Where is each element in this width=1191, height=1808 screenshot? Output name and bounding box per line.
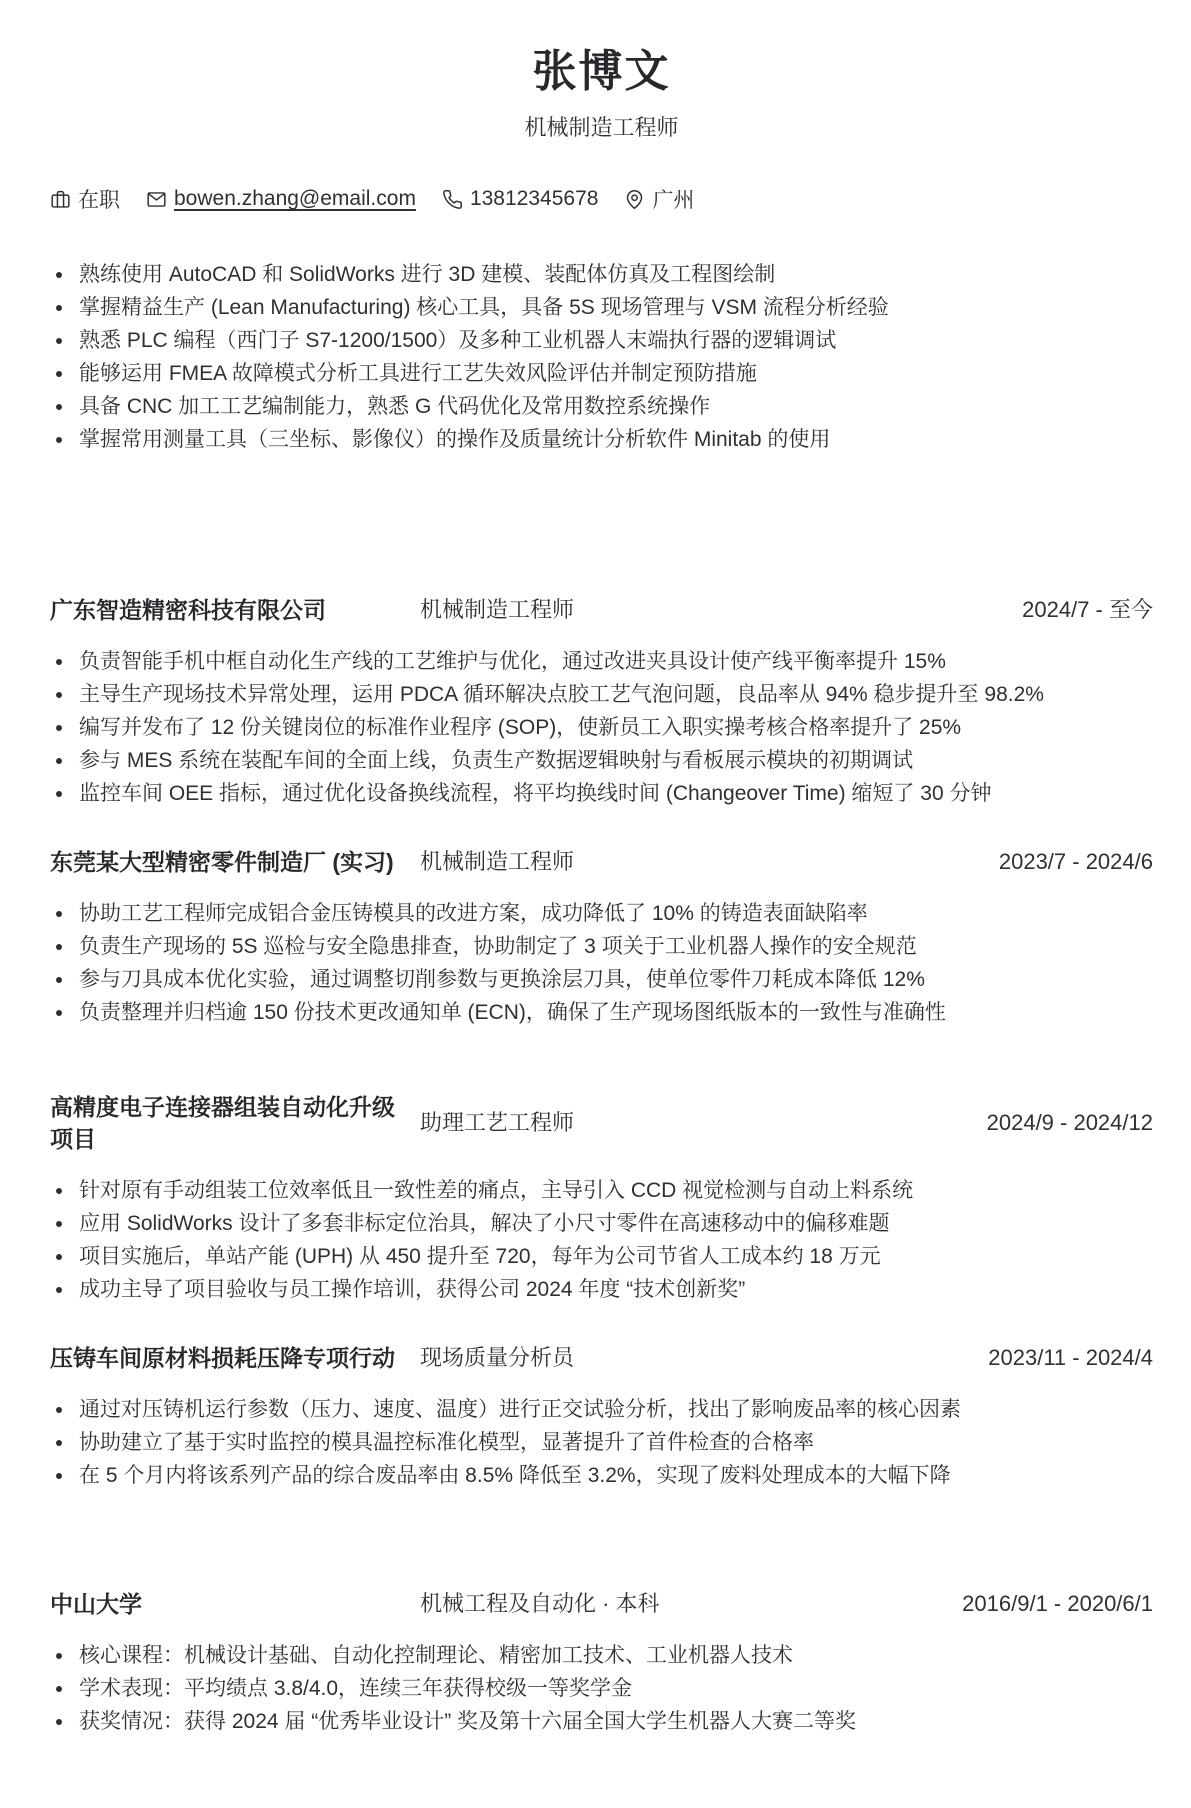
mail-icon [146, 189, 167, 210]
project-bullets [50, 1393, 1153, 1492]
experience-entry-header [50, 594, 1153, 626]
bullet-item: 负责生产现场的 5S 巡检与安全隐患排查，协助制定了 3 项关于工业机器人操作的安全规范 [50, 930, 1153, 963]
bullet-item: 通过对压铸机运行参数（压力、速度、温度）进行正交试验分析，找出了影响废品率的核心因素 [50, 1393, 1153, 1426]
bullet-item: 负责智能手机中框自动化生产线的工艺维护与优化，通过改进夹具设计使产线平衡率提升 15% [50, 645, 1153, 678]
skill-item: 熟悉 PLC 编程（西门子 S7-1200/1500）及多种工业机器人末端执行器的逻辑调试 [50, 324, 1153, 357]
experience-entry [50, 846, 1153, 1029]
candidate-job-title: 机械制造工程师 [524, 115, 679, 140]
experience-section [50, 594, 1153, 1029]
experience-entry [50, 594, 1153, 810]
bullet-item: 负责整理并归档逾 150 份技术更改通知单 (ECN)，确保了生产现场图纸版本的一致性与准确性 [50, 996, 1153, 1029]
contact-status-label: 在职 [78, 189, 120, 212]
job-role: 机械制造工程师 [420, 597, 575, 622]
bullet-item: 项目实施后，单站产能 (UPH) 从 450 提升至 720，每年为公司节省人工成本约 18 万元 [50, 1240, 1153, 1273]
project-entry-header [50, 1091, 1153, 1155]
experience-bullets [50, 645, 1153, 810]
bullet-item: 监控车间 OEE 指标，通过优化设备换线流程，将平均换线时间 (Changeover Time) 缩短了 30 分钟 [50, 777, 1153, 810]
degree: 机械工程及自动化 · 本科 [420, 1591, 660, 1616]
project-bullets [50, 1174, 1153, 1306]
bullet-item: 成功主导了项目验收与员工操作培训，获得公司 2024 年度 “技术创新奖” [50, 1273, 1153, 1306]
date-range: 2023/7 - 2024/6 [998, 849, 1153, 874]
candidate-name: 张博文 [532, 47, 671, 96]
project-entry-header [50, 1342, 1153, 1374]
phone-icon [442, 189, 463, 210]
company-name: 东莞某大型精密零件制造厂 (实习) [50, 849, 394, 875]
skill-item: 掌握精益生产 (Lean Manufacturing) 核心工具，具备 5S 现场管理与 VSM 流程分析经验 [50, 291, 1153, 324]
project-role: 助理工艺工程师 [420, 1110, 575, 1135]
project-entry [50, 1342, 1153, 1492]
bullet-item: 协助工艺工程师完成铝合金压铸模具的改进方案，成功降低了 10% 的铸造表面缺陷率 [50, 897, 1153, 930]
contact-email [146, 187, 416, 211]
location-pin-icon [624, 189, 645, 210]
date-range: 2016/9/1 - 2020/6/1 [962, 1591, 1153, 1616]
experience-bullets [50, 897, 1153, 1029]
skills-list [50, 258, 1153, 456]
skill-item: 掌握常用测量工具（三坐标、影像仪）的操作及质量统计分析软件 Minitab 的使用 [50, 423, 1153, 456]
bullet-item: 主导生产现场技术异常处理，运用 PDCA 循环解决点胶工艺气泡问题，良品率从 94% 稳步提升至 98.2% [50, 678, 1153, 711]
contact-status [50, 184, 120, 214]
bullet-item: 学术表现：平均绩点 3.8/4.0，连续三年获得校级一等奖学金 [50, 1672, 1153, 1705]
project-role: 现场质量分析员 [420, 1345, 575, 1370]
project-entry [50, 1091, 1153, 1306]
education-section [50, 1588, 1153, 1738]
skill-item: 具备 CNC 加工工艺编制能力，熟悉 G 代码优化及常用数控系统操作 [50, 390, 1153, 423]
bullet-item: 参与 MES 系统在装配车间的全面上线，负责生产数据逻辑映射与看板展示模块的初期调试 [50, 744, 1153, 777]
job-role: 机械制造工程师 [420, 849, 575, 874]
project-name: 压铸车间原材料损耗压降专项行动 [50, 1345, 395, 1371]
bullet-item: 在 5 个月内将该系列产品的综合废品率由 8.5% 降低至 3.2%，实现了废料处理成本的大幅下降 [50, 1459, 1153, 1492]
bullet-item: 针对原有手动组装工位效率低且一致性差的痛点，主导引入 CCD 视觉检测与自动上料系统 [50, 1174, 1153, 1207]
contact-phone [442, 187, 598, 211]
project-name: 高精度电子连接器组装自动化升级项目 [50, 1094, 395, 1152]
bullet-item: 应用 SolidWorks 设计了多套非标定位治具，解决了小尺寸零件在高速移动中的偏移难题 [50, 1207, 1153, 1240]
education-entry [50, 1588, 1153, 1738]
contact-location [624, 184, 694, 214]
phone-number: 13812345678 [469, 187, 599, 210]
location-label: 广州 [652, 189, 695, 212]
projects-section [50, 1091, 1153, 1492]
skills-section [50, 258, 1153, 456]
bullet-item: 协助建立了基于实时监控的模具温控标准化模型，显著提升了首件检查的合格率 [50, 1426, 1153, 1459]
bullet-item: 核心课程：机械设计基础、自动化控制理论、精密加工技术、工业机器人技术 [50, 1639, 1153, 1672]
company-name: 广东智造精密科技有限公司 [50, 597, 326, 623]
school-name: 中山大学 [50, 1591, 142, 1617]
email-link[interactable]: bowen.zhang@email.com [174, 187, 416, 210]
education-entry-header [50, 1588, 1153, 1620]
bullet-item: 参与刀具成本优化实验，通过调整切削参数与更换涂层刀具，使单位零件刀耗成本降低 12% [50, 963, 1153, 996]
date-range: 2024/7 - 至今 [1022, 597, 1153, 622]
bullet-item: 编写并发布了 12 份关键岗位的标准作业程序 (SOP)，使新员工入职实操考核合格率提升了 25% [50, 711, 1153, 744]
contact-row [50, 184, 1153, 214]
bullet-item: 获奖情况：获得 2024 届 “优秀毕业设计” 奖及第十六届全国大学生机器人大赛二等奖 [50, 1705, 1153, 1738]
date-range: 2024/9 - 2024/12 [986, 1110, 1153, 1135]
date-range: 2023/11 - 2024/4 [988, 1345, 1153, 1370]
skill-item: 熟练使用 AutoCAD 和 SolidWorks 进行 3D 建模、装配体仿真及工程图绘制 [50, 258, 1153, 291]
education-bullets [50, 1639, 1153, 1738]
experience-entry-header [50, 846, 1153, 878]
skill-item: 能够运用 FMEA 故障模式分析工具进行工艺失效风险评估并制定预防措施 [50, 357, 1153, 390]
briefcase-icon [50, 189, 71, 210]
